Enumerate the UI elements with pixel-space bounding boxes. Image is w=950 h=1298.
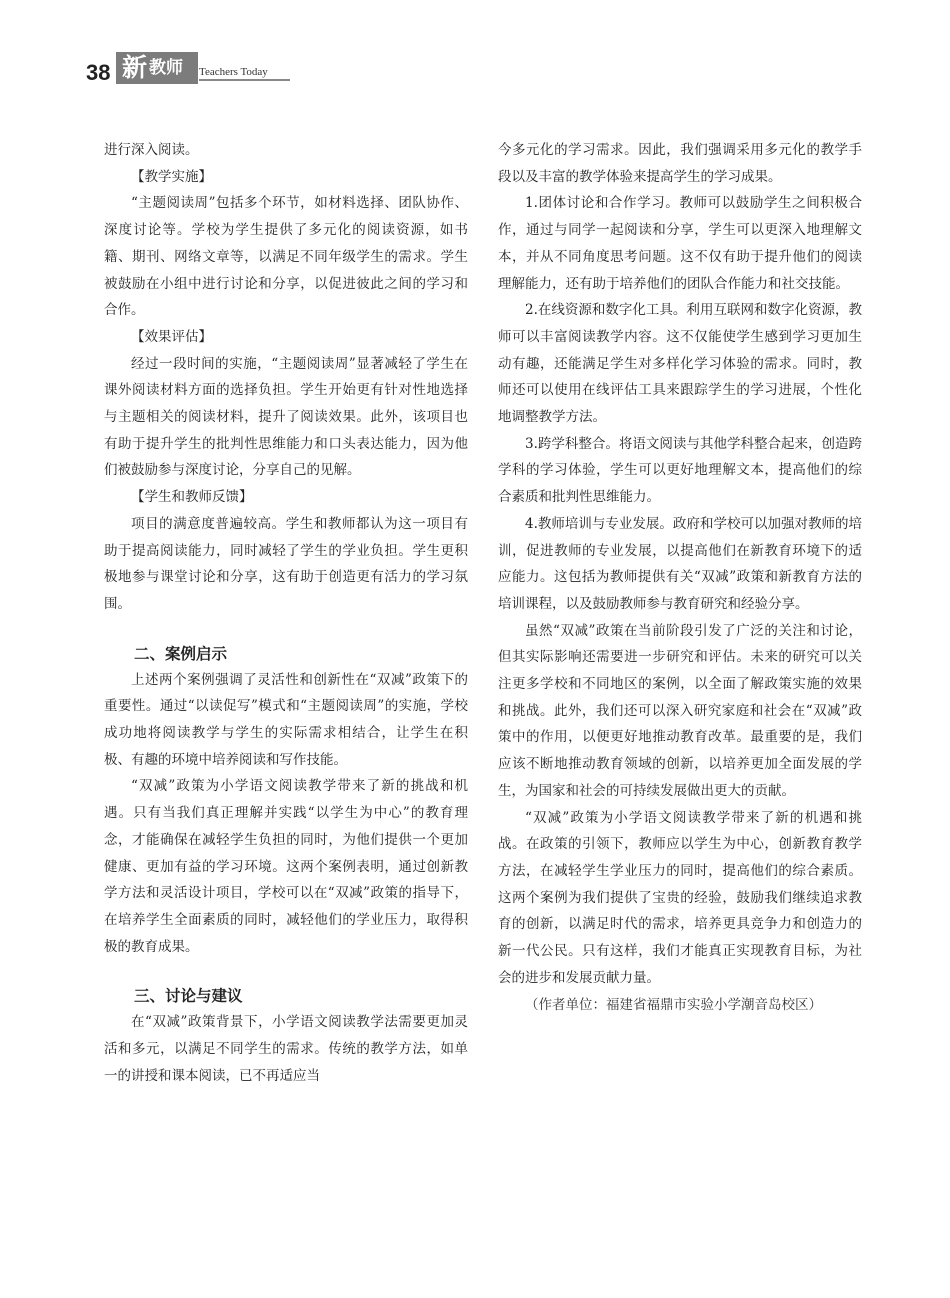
body-paragraph: 【效果评估】 <box>131 328 212 345</box>
right-column <box>498 137 862 1018</box>
body-paragraph: “双减”政策为小学语文阅读教学带来了新的挑战和机遇。只有当我们真正理解并实践“以学生为中心”的教育理念，才能确保在减轻学生负担的同时，为他们提供一个更加健康、更加有益的学习环境。这两个案例表明，通过创新教学方法和灵活设计项目，学校可以在“双减”政策的指导下，在培养学生全面素质的同时，减轻他们的学业压力，取得积极的教育成果。 <box>104 778 468 955</box>
body-paragraph: 虽然“双减”政策在当前阶段引发了广泛的关注和讨论，但其实际影响还需要进一步研究和评估。未来的研究可以关注更多学校和不同地区的案例，以全面了解政策实施的效果和挑战。此外，我们还可以深入研究家庭和社会在“双减”政策中的作用，以便更好地推动教育改革。最重要的是，我们应该不断地推动教育领域的创新，以培养更加全面发展的学生，为国家和社会的可持续发展做出更大的贡献。 <box>498 622 862 799</box>
logo-english-name: Teachers Today <box>199 66 290 81</box>
author-affiliation: （作者单位：福建省福鼎市实验小学潮音岛校区） <box>525 996 822 1013</box>
body-paragraph: 3.跨学科整合。将语文阅读与其他学科整合起来，创造跨学科的学习体验，学生可以更好地理解文本，提高他们的综合素质和批判性思维能力。 <box>498 435 862 506</box>
left-column <box>104 137 468 1090</box>
body-paragraph: 进行深入阅读。 <box>104 142 199 158</box>
logo-chars-small: 教师 <box>149 58 184 78</box>
body-paragraph: 项目的满意度普遍较高。学生和教师都认为这一项目有助于提高阅读能力，同时减轻了学生的学业负担。学生更积极地参与课堂讨论和分享，这有助于创造更有活力的学习氛围。 <box>104 515 468 612</box>
body-paragraph: 在“双减”政策背景下，小学语文阅读教学法需要更加灵活和多元，以满足不同学生的需求。传统的教学方法，如单一的讲授和课本阅读，已不再适应当 <box>104 1014 468 1084</box>
magazine-logo <box>116 52 198 84</box>
body-paragraph: 4.教师培训与专业发展。政府和学校可以加强对教师的培训，促进教师的专业发展，以提高他们在新教育环境下的适应能力。这包括为教师提供有关“双减”政策和新教育方法的培训课程，以及鼓励教师参与教育研究和经验分享。 <box>498 515 862 612</box>
section-heading: 二、案例启示 <box>134 644 228 663</box>
page-number: 38 <box>86 60 111 85</box>
body-paragraph: 上述两个案例强调了灵活性和创新性在“双减”政策下的重要性。通过“以读促写”模式和“主题阅读周”的实施，学校成功地将阅读教学与学生的实际需求相结合，让学生在积极、有趣的环境中培养阅读和写作技能。 <box>104 671 468 768</box>
body-paragraph: 【学生和教师反馈】 <box>131 489 253 506</box>
body-paragraph: 【教学实施】 <box>131 168 212 185</box>
body-paragraph: 1.团体讨论和合作学习。教师可以鼓励学生之间积极合作，通过与同学一起阅读和分享，学生可以更深入地理解文本，并从不同角度思考问题。这不仅有助于提升他们的阅读理解能力，还有助于培养他们的团队合作能力和社交技能。 <box>498 195 862 292</box>
logo-char-big: 新 <box>122 53 148 82</box>
body-paragraph: “双减”政策为小学语文阅读教学带来了新的机遇和挑战。在政策的引领下，教师应以学生为中心，创新教育教学方法，在减轻学生学业压力的同时，提高他们的综合素质。这两个案例为我们提供了宝贵的经验，鼓励我们继续追求教育的创新，以满足时代的需求，培养更具竞争力和创造力的新一代公民。只有这样，我们才能真正实现教育目标，为社会的进步和发展贡献力量。 <box>498 809 862 986</box>
body-paragraph: 经过一段时间的实施，“主题阅读周”显著减轻了学生在课外阅读材料方面的选择负担。学生开始更有针对性地选择与主题相关的阅读材料，提升了阅读效果。此外，该项目也有助于提升学生的批判性思维能力和口头表达能力，因为他们被鼓励参与深度讨论，分享自己的见解。 <box>104 355 468 479</box>
body-paragraph: 2.在线资源和数字化工具。利用互联网和数字化资源，教师可以丰富阅读教学内容。这不仅能使学生感到学习更加生动有趣，还能满足学生对多样化学习体验的需求。同时，教师还可以使用在线评估工具来跟踪学生的学习进展，个性化地调整教学方法。 <box>498 302 862 426</box>
body-paragraph: “主题阅读周”包括多个环节，如材料选择、团队协作、深度讨论等。学校为学生提供了多元化的阅读资源，如书籍、期刊、网络文章等，以满足不同年级学生的需求。学生被鼓励在小组中进行讨论和分享，以促进彼此之间的学习和合作。 <box>104 195 468 319</box>
body-paragraph: 今多元化的学习需求。因此，我们强调采用多元化的教学手段以及丰富的教学体验来提高学生的学习成果。 <box>498 142 862 185</box>
section-heading: 三、讨论与建议 <box>134 987 243 1006</box>
